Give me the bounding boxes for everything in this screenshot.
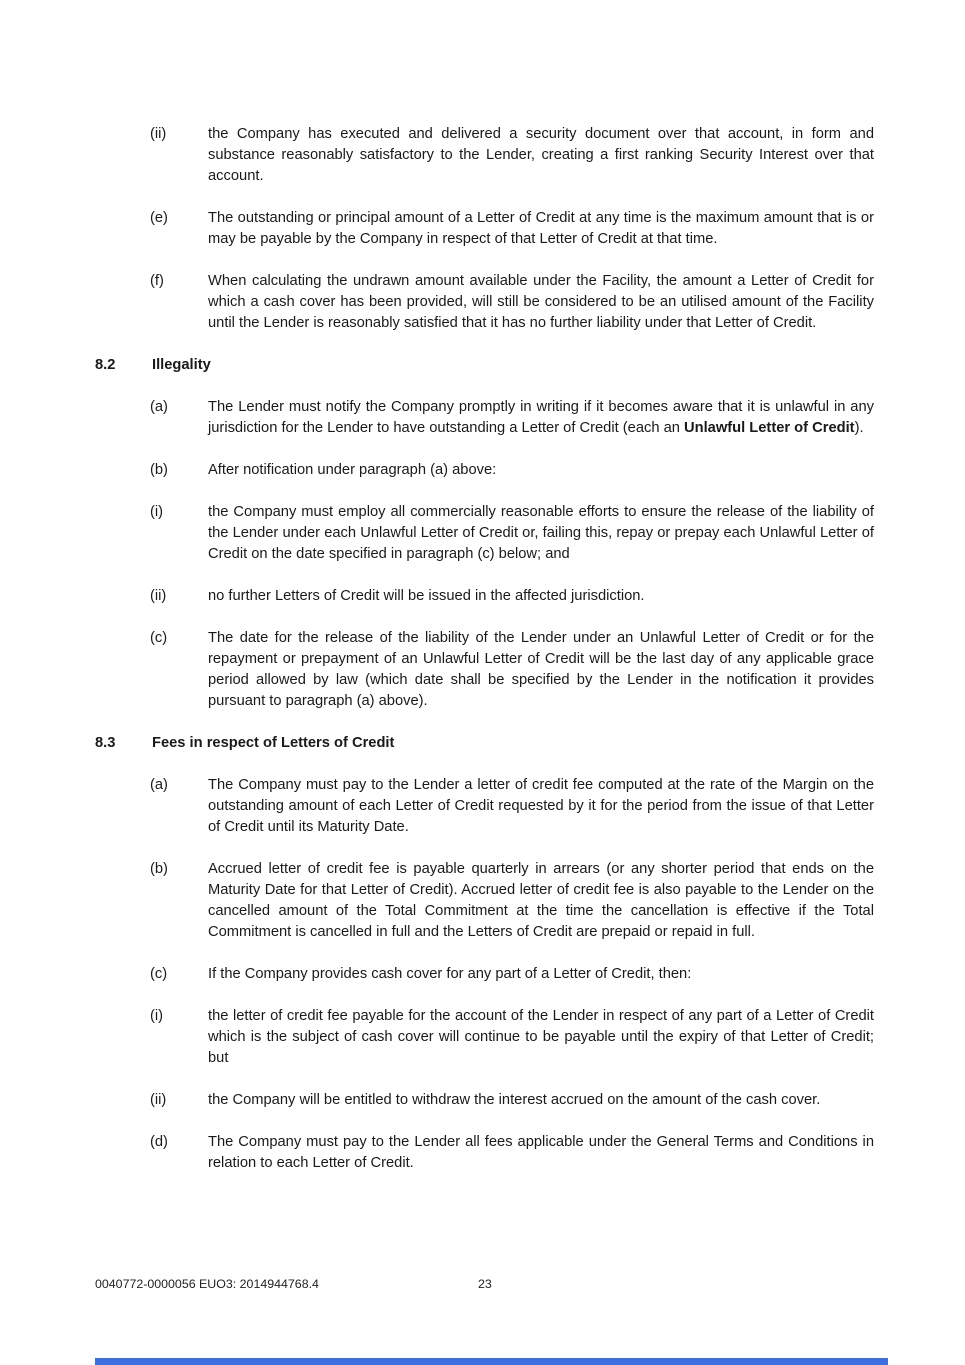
text-run: ). (854, 420, 864, 436)
footer-reference: 0040772-0000056 EUO3: 2014944768.4 (95, 1277, 319, 1291)
text-run: The Company must pay to the Lender a letter of credit fee computed at the rate of the Margin on the outstanding amount of each Letter of Credit requested by it for the period from the issue of that Letter of Credit until its Maturity Date. (208, 777, 874, 835)
text-run: Accrued letter of credit fee is payable quarterly in arrears (or any shorter period that ends on the Maturity Date for that Letter of Credit). Accrued letter of credit fee is also payable to the Lender on the cancelled amount of the Total Commitment at the time the cancellation is effective if the Total Commitment is cancelled in full and the Letters of Credit are prepaid or repaid in full. (208, 861, 874, 940)
item-text (208, 628, 874, 712)
item-text (208, 1006, 874, 1069)
item-label: (b) (150, 861, 168, 877)
item-label: (a) (150, 777, 168, 793)
page-footer (95, 1277, 874, 1292)
text-run: The outstanding or principal amount of a Letter of Credit at any time is the maximum amount that is or may be payable by the Company in respect of that Letter of Credit at that time. (208, 210, 874, 247)
document-item (150, 460, 874, 481)
item-label: (a) (150, 399, 168, 415)
document-item (150, 1090, 874, 1111)
item-label: (i) (150, 504, 164, 520)
text-run: the Company will be entitled to withdraw the interest accrued on the amount of the cash cover. (208, 1092, 821, 1108)
item-text (208, 460, 874, 481)
text-run: The Company must pay to the Lender all fees applicable under the General Terms and Conditions in relation to each Letter of Credit. (208, 1134, 874, 1171)
footer-page-number: 23 (478, 1277, 492, 1291)
text-run: the Company must employ all commercially reasonable efforts to ensure the release of the liability of the Lender under each Unlawful Letter of Credit or, failing this, repay or prepay each Unlawful Letter of Credit on the date specified in paragraph (c) below; and (208, 504, 874, 562)
item-text (208, 124, 874, 187)
document-item (150, 271, 874, 334)
document-body (95, 124, 874, 1174)
text-run: the Company has executed and delivered a security document over that account, in form and substance reasonably satisfactory to the Lender, creating a first ranking Security Interest over that account. (208, 126, 874, 184)
item-label: (i) (150, 1008, 164, 1024)
document-item (150, 964, 874, 985)
item-text (208, 271, 874, 334)
item-label: (b) (150, 462, 168, 478)
document-item (150, 586, 874, 607)
item-label: (ii) (150, 1092, 167, 1108)
text-run: The date for the release of the liability of the Lender under an Unlawful Letter of Credit or for the repayment or prepayment of an Unlawful Letter of Credit will be the last day of any applicable grace period allowed by law (which date shall be specified by the Lender in the notification it provides pursuant to paragraph (a) above). (208, 630, 874, 709)
bottom-accent-bar (95, 1358, 888, 1365)
item-label: 8.3 (95, 735, 116, 751)
document-item (95, 733, 874, 754)
text-run: Illegality (152, 357, 211, 373)
text-run: The Lender must notify the Company promptly in writing if it becomes aware that it is unlawful in any jurisdiction for the Lender to have outstanding a Letter of Credit (each an (208, 399, 874, 436)
item-text (208, 775, 874, 838)
document-item (150, 502, 874, 565)
document-item (150, 1006, 874, 1069)
document-item (150, 208, 874, 250)
item-label: (f) (150, 273, 164, 289)
document-item (150, 859, 874, 943)
item-label: (d) (150, 1134, 168, 1150)
text-run: When calculating the undrawn amount available under the Facility, the amount a Letter of Credit for which a cash cover has been provided, will still be considered to be an utilised amount of the Facility until the Lender is reasonably satisfied that it has no further liability under that Letter of Credit. (208, 273, 874, 331)
item-text (208, 964, 874, 985)
item-text (152, 355, 874, 376)
item-label: (c) (150, 630, 168, 646)
item-text (208, 1090, 874, 1111)
item-label: 8.2 (95, 357, 116, 373)
item-text (208, 1132, 874, 1174)
item-label: (c) (150, 966, 168, 982)
text-run: no further Letters of Credit will be issued in the affected jurisdiction. (208, 588, 645, 604)
document-item (95, 355, 874, 376)
item-text (152, 733, 874, 754)
text-run: After notification under paragraph (a) above: (208, 462, 497, 478)
document-item (150, 397, 874, 439)
item-text (208, 208, 874, 250)
item-label: (e) (150, 210, 168, 226)
document-item (150, 1132, 874, 1174)
item-text (208, 397, 874, 439)
document-item (150, 628, 874, 712)
defined-term: Unlawful Letter of Credit (684, 420, 855, 436)
item-label: (ii) (150, 588, 167, 604)
text-run: the letter of credit fee payable for the account of the Lender in respect of any part of a Letter of Credit which is the subject of cash cover will continue to be payable until the expiry of that Letter of Credit; but (208, 1008, 874, 1066)
document-item (150, 124, 874, 187)
document-item (150, 775, 874, 838)
item-label: (ii) (150, 126, 167, 142)
item-text (208, 586, 874, 607)
text-run: If the Company provides cash cover for any part of a Letter of Credit, then: (208, 966, 692, 982)
item-text (208, 859, 874, 943)
text-run: Fees in respect of Letters of Credit (152, 735, 395, 751)
item-text (208, 502, 874, 565)
